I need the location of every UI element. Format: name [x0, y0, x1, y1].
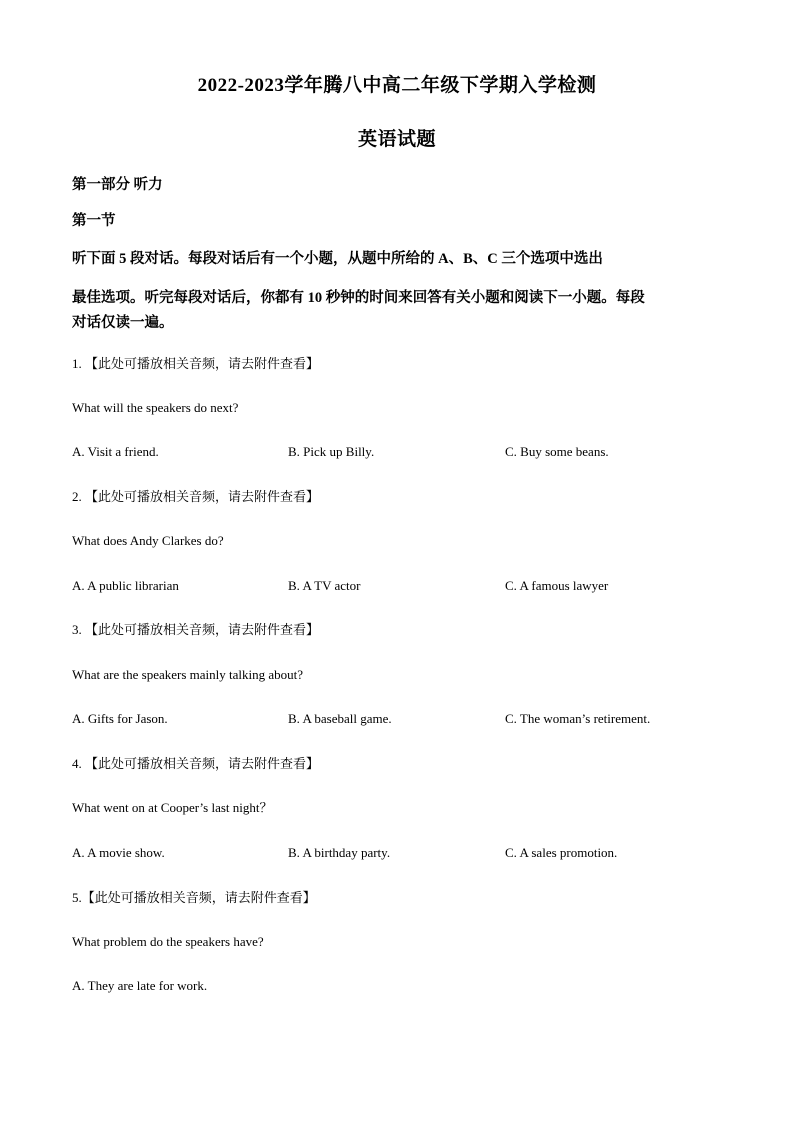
question-1-option-b: B. Pick up Billy. — [288, 444, 375, 459]
question-1-option-a: A. Visit a friend. — [72, 444, 159, 459]
exam-title: 2022-2023学年腾八中高二年级下学期入学检测 — [197, 75, 597, 96]
question-1-text: What will the speakers do next? — [72, 400, 239, 415]
question-5-text: What problem do the speakers have? — [72, 934, 264, 949]
question-4-option-a: A. A movie show. — [72, 845, 165, 860]
question-3-option-a: A. Gifts for Jason. — [72, 711, 168, 726]
part-heading: 第一部分 听力 — [72, 177, 163, 193]
section-heading: 第一节 — [72, 213, 116, 229]
question-3-option-b: B. A baseball game. — [288, 711, 392, 726]
instruction-line-2: 最佳选项。听完每段对话后，你都有 10 秒钟的时间来回答有关小题和阅读下一小题。每段 — [72, 290, 645, 306]
question-2-option-c: C. A famous lawyer — [505, 578, 609, 593]
question-5-audio-marker: 5.【此处可播放相关音频，请去附件查看】 — [72, 890, 316, 905]
question-2-option-b: B. A TV actor — [288, 578, 361, 593]
question-5-option-a: A. They are late for work. — [72, 978, 208, 993]
question-2-audio-marker: 2. 【此处可播放相关音频，请去附件查看】 — [72, 489, 320, 504]
question-2-text: What does Andy Clarkes do? — [72, 533, 224, 548]
question-4-option-c: C. A sales promotion. — [505, 845, 618, 860]
exam-subtitle: 英语试题 — [357, 129, 436, 150]
question-2-option-a: A. A public librarian — [72, 578, 179, 593]
question-1-option-c: C. Buy some beans. — [505, 444, 609, 459]
instruction-line-3: 对话仅读一遍。 — [72, 315, 174, 331]
question-1-audio-marker: 1. 【此处可播放相关音频，请去附件查看】 — [72, 356, 320, 371]
instruction-line-1: 听下面 5 段对话。每段对话后有一个小题，从题中所给的 A、B、C 三个选项中选出 — [72, 251, 603, 267]
question-3-text: What are the speakers mainly talking about? — [72, 667, 304, 682]
question-4-text: What went on at Cooper’s last night？ — [72, 800, 273, 815]
question-4-option-b: B. A birthday party. — [288, 845, 391, 860]
question-3-option-c: C. The woman’s retirement. — [505, 711, 651, 726]
question-3-audio-marker: 3. 【此处可播放相关音频，请去附件查看】 — [72, 622, 320, 637]
question-4-audio-marker: 4. 【此处可播放相关音频，请去附件查看】 — [72, 756, 320, 771]
